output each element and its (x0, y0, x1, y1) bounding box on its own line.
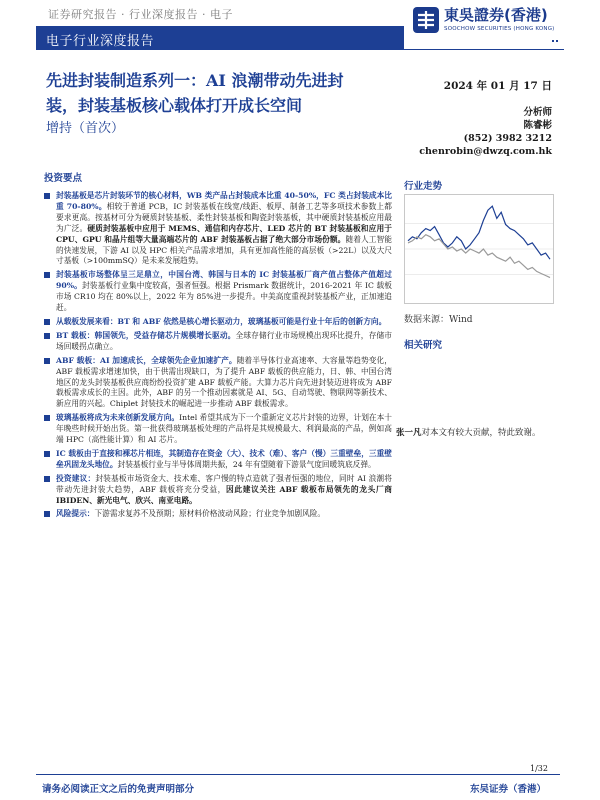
bullet-highlight: 封装基板市场整体呈三足鼎立，中国台湾、韩国与日本的 IC 封装基板厂商产值占整体产值超过 90%。 (56, 270, 392, 291)
series-line-行业指数 (408, 206, 550, 259)
report-date: 2024 年 01 月 17 日 (443, 80, 552, 92)
title-line-2: 装，封装基板核心载体打开成长空间 (46, 96, 303, 115)
bullet-square-icon (44, 476, 50, 482)
report-title (46, 68, 406, 118)
analyst-name: 陈睿彬 (523, 120, 552, 131)
bullet-highlight: 封装基板是芯片封装环节的核心材料，WB 类产品占封装成本比重 40-50%，FC 类占封装成本比重 70-80%。 (56, 191, 392, 211)
banner-divider (404, 49, 564, 50)
summary-bullet (44, 413, 392, 446)
banner-title: 电子行业深度报告 (46, 34, 155, 49)
summary-bullet (44, 356, 392, 411)
acknowledgement-text: 对本文有较大贡献，特此致谢。 (421, 428, 541, 438)
report-category: 证券研究报告 · 行业深度报告 · 电子 (48, 8, 233, 21)
summary-bullet (44, 331, 392, 353)
summary-bullet (44, 449, 392, 471)
bullet-bold: 因此建议关注 ABF 载板布局领先的龙头厂商 IBIDEN、新光电气、欣兴、南亚电路。 (56, 484, 392, 505)
bullet-highlight: 玻璃基板将成为未来创新发展方向。 (56, 413, 180, 423)
bullet-square-icon (44, 415, 50, 421)
summary-bullet (44, 509, 392, 520)
bullet-text: 封装基板市场资金大、技术难、客户慢的特点造就了强者恒强的地位，同时 AI 浪潮将带动先进封装大趋势，ABF 载板将充分受益， (56, 473, 392, 494)
title-line-1: 先进封装制造系列一：AI 浪潮带动先进封 (46, 71, 344, 90)
bullet-highlight: 从载板发展来看：BT 和 ABF 依然是核心增长驱动力，玻璃基板可能是行业十年后的创新方向。 (56, 316, 387, 326)
bullet-square-icon (44, 358, 50, 364)
bullet-bold: 硬质封装基板中应用于 MEMS、通信和内存芯片、LED 芯片的 BT 封装基板和应用于 CPU、GPU 和晶片组等大量高端芯片的 ABF 封装基板占据了绝大部分市场份额。 (56, 223, 392, 244)
bullet-square-icon (44, 333, 50, 339)
footer-brand: 东吴证券（香港） (470, 784, 547, 795)
bullet-text: 相较于普通 PCB，IC 封装基板在线宽/线距、板厚、制备工艺等多项技术参数上都要求更高。按基材可分为硬质封装基板、柔性封装基板和陶瓷封装基板，其中硬质封装基板应用最为广泛。 (56, 201, 392, 233)
bullet-square-icon (44, 511, 50, 517)
bullet-highlight: BT 载板：韩国领先，受益存储芯片规模增长驱动。 (56, 330, 236, 340)
page-number: 1/32 (530, 764, 548, 773)
bullet-square-icon (44, 319, 50, 325)
rating: 增持（首次） (46, 121, 125, 136)
summary-bullet (44, 191, 392, 267)
footer-divider (36, 774, 560, 775)
bullet-square-icon (44, 451, 50, 457)
logo-chinese-name: 東吳證券(香港) (444, 6, 548, 24)
decor-dot (556, 40, 558, 42)
logo-mark-icon (412, 6, 440, 34)
logo-english-name: SOOCHOW SECURITIES (HONG KONG) (444, 26, 555, 32)
summary-bullet (44, 270, 392, 314)
bullet-text: 封装基板行业集中度较高，强者恒强。根据 Prismark 数据统计，2016-2021 年 IC 载板市场 CR10 均在 80%以上，2022 年为 85%进一步提升。中美高度重视封装基板产业，正加速追赶。 (56, 281, 392, 313)
decor-dot (552, 40, 554, 42)
bullet-highlight: ABF 载板：AI 加速成长，全球领先企业加速扩产。 (56, 355, 237, 365)
acknowledgement (396, 427, 556, 440)
trend-title: 行业走势 (404, 181, 443, 192)
summary-list (44, 191, 392, 520)
disclaimer: 请务必阅读正文之后的免责声明部分 (42, 784, 195, 795)
analyst-info (400, 106, 552, 158)
summary-heading: 投资要点 (44, 173, 83, 184)
bullet-highlight: IC 载板由于直接和裸芯片相连，其制造存在资金（大）、技术（难）、客户（慢）三重壁垒，三重壁垒巩固龙头地位。 (56, 448, 392, 469)
related-research-heading: 相关研究 (404, 340, 443, 351)
bullet-square-icon (44, 272, 50, 278)
trend-chart-svg (404, 194, 554, 304)
summary-bullet (44, 474, 392, 507)
bullet-text: 封装基板行业与半导体周期共振，24 年有望随着下游景气度回暖筑底反弹。 (117, 459, 376, 469)
company-logo (412, 4, 562, 44)
bullet-highlight: 投资建议： (56, 473, 96, 483)
investment-summary (44, 170, 392, 523)
analyst-email[interactable]: chenrobin@dwzq.com.hk (419, 146, 552, 157)
bullet-text: Intel 希望其成为下一个重新定义芯片封装的边界，计划在本十年晚些时候开始出货。第一批获得玻璃基板处理的产品将是其规模最大、利润最高的产品，例如高端 HPC（高性能计算）和 AI 芯片。 (56, 413, 392, 445)
bullet-square-icon (44, 193, 50, 199)
industry-trend-chart (404, 194, 554, 304)
analyst-phone: (852) 3982 3212 (463, 133, 552, 144)
analyst-role: 分析师 (523, 107, 552, 118)
bullet-text: 随着半导体行业高速率、大容量等趋势变化，ABF 载板需求增速加快，由于供需出现缺口，为了提升 ABF 载板的供应能力，日、韩、中国台湾地区的龙头封装基板供应商纷纷投资扩建 ABF 载板产能。大算力芯片向先进封装迈进将成为 ABF 载板需求成长的主因。此外，ABF 的另一个推动因素就是 AI、5G、自动驾驶、物联网等新技术、新应用的兴起。Chiplet 封装技术的崛起进一步推动 ABF 载板需求。 (56, 355, 392, 409)
summary-bullet (44, 317, 392, 328)
bullet-text-2: 随着人工智能的快速发展，下游 AI 以及 HPC 相关产品需求增加，具有更加高性能的高层板（>22L）以及大尺寸基板（>100mmSQ）是未来发展趋势。 (56, 234, 392, 266)
bullet-text: 下游需求复苏不及预期；原材料价格波动风险；行业竞争加剧风险。 (94, 509, 326, 519)
contributor-name: 张一凡 (396, 428, 422, 438)
bullet-highlight: 风险提示： (56, 509, 95, 519)
bullet-text: 全球存储行业市场规模出现环比提升，存储市场回暖拐点确立。 (56, 330, 392, 351)
chart-source: 数据来源：Wind (404, 315, 473, 325)
series-line-基准指数 (408, 235, 550, 278)
